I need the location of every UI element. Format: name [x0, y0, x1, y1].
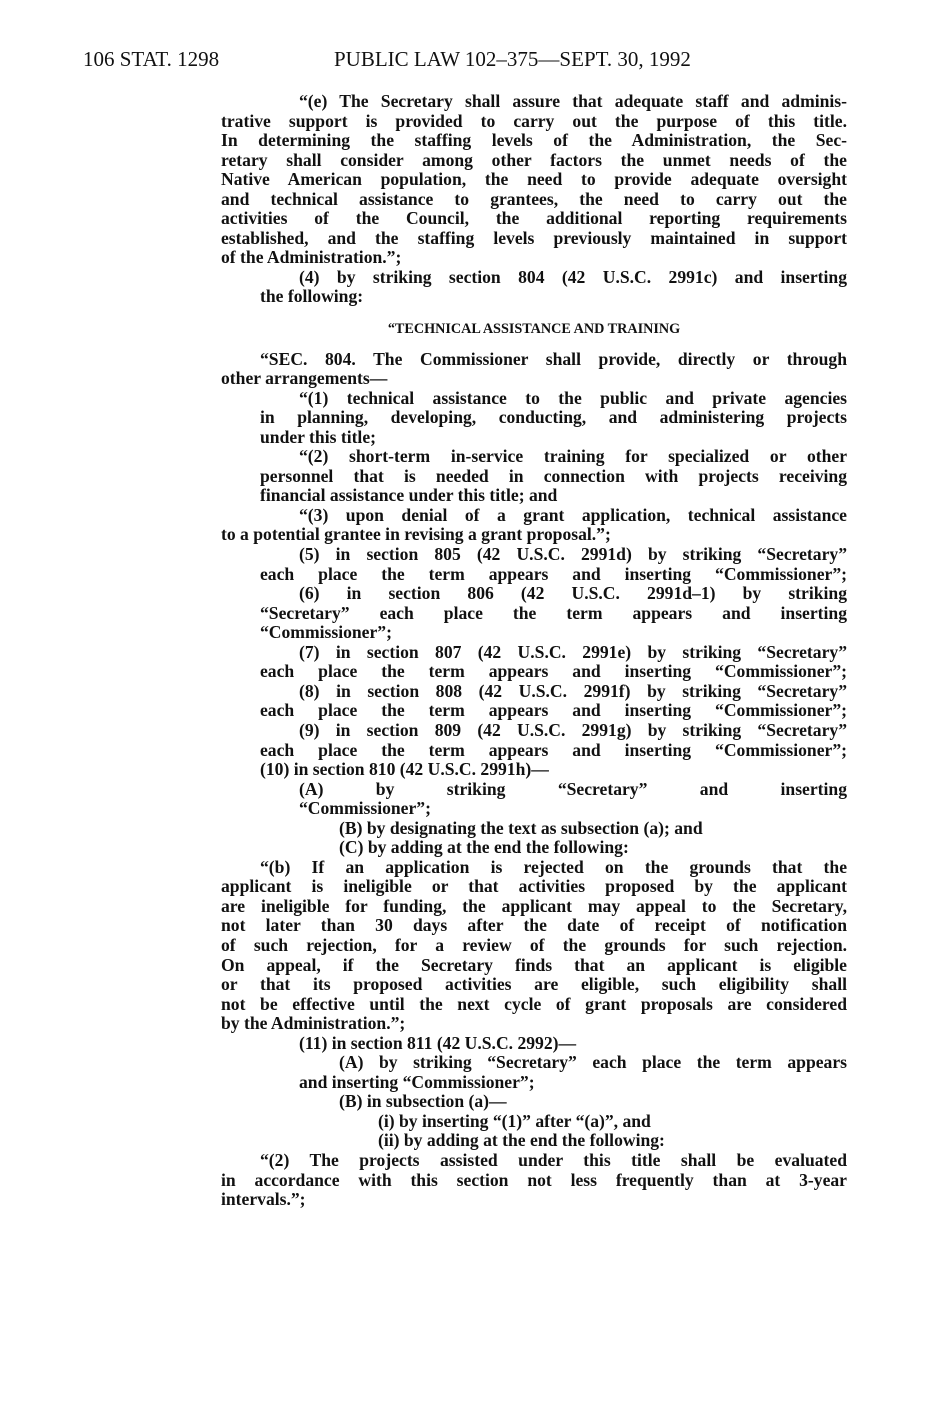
- amendment-4-line: (4) by striking section 804 (42 U.S.C. 2991c) and inserting: [299, 266, 847, 287]
- page-header: [83, 47, 845, 75]
- section-804-line: “SEC. 804. The Commissioner shall provide, directly or through: [260, 348, 847, 369]
- paragraph-2-line: in accordance with this section not less frequently than at 3-year: [221, 1169, 847, 1190]
- amendment-11-line: (B) in subsection (a)—: [339, 1091, 507, 1112]
- paragraph-2-line: intervals.”;: [221, 1189, 306, 1210]
- section-heading: “TECHNICAL ASSISTANCE AND TRAINING: [387, 321, 681, 338]
- amendment-5-line: each place the term appears and inserting “Commissioner”;: [260, 563, 847, 584]
- paragraph-e-line: “(e) The Secretary shall assure that adequate staff and adminis-: [299, 91, 847, 111]
- clause-2-line: financial assistance under this title; and: [260, 485, 558, 506]
- amendment-9-line: (9) in section 809 (42 U.S.C. 2991g) by striking “Secretary”: [299, 719, 847, 740]
- paragraph-e-line: In determining the staffing levels of the Administration, the Sec-: [221, 130, 847, 151]
- subsection-b-line: On appeal, if the Secretary finds that an applicant is eligible: [221, 954, 847, 975]
- amendment-7-line: (7) in section 807 (42 U.S.C. 2991e) by striking “Secretary”: [299, 641, 847, 662]
- subsection-b-line: “(b) If an application is rejected on the grounds that the: [260, 856, 847, 877]
- clause-1-line: in planning, developing, conducting, and administering projects: [260, 407, 847, 428]
- clause-2-line: “(2) short-term in-service training for specialized or other: [299, 446, 847, 467]
- amendment-10-line: (A) by striking “Secretary” and inserting: [299, 778, 847, 799]
- amendment-11-line: and inserting “Commissioner”;: [299, 1071, 535, 1092]
- amendment-8-line: (8) in section 808 (42 U.S.C. 2991f) by striking “Secretary”: [299, 680, 847, 701]
- clause-1-line: “(1) technical assistance to the public and private agencies: [299, 387, 847, 408]
- subsection-b-line: are ineligible for funding, the applicant may appeal to the Secretary,: [221, 895, 847, 916]
- amendment-11-line: (11) in section 811 (42 U.S.C. 2992)—: [299, 1032, 577, 1053]
- paragraph-e-line: established, and the staffing levels previously maintained in support: [221, 227, 847, 248]
- paragraph-e-line: and technical assistance to grantees, the need to carry out the: [221, 188, 847, 209]
- clause-3-line: “(3) upon denial of a grant application, technical assistance: [299, 504, 847, 525]
- amendment-4-line: the following:: [260, 286, 364, 307]
- paragraph-e-line: retary shall consider among other factors the unmet needs of the: [221, 149, 847, 170]
- paragraph-2-line: “(2) The projects assisted under this title shall be evaluated: [260, 1149, 847, 1170]
- amendment-9-line: each place the term appears and inserting “Commissioner”;: [260, 739, 847, 760]
- stat-page-number: 106 STAT. 1298: [83, 47, 220, 71]
- page-body: [221, 92, 847, 1210]
- clause-1-line: under this title;: [260, 426, 376, 447]
- paragraph-e-line: of the Administration.”;: [221, 247, 402, 268]
- subsection-b-line: not later than 30 days after the date of receipt of notification: [221, 915, 847, 936]
- amendment-6-line: (6) in section 806 (42 U.S.C. 2991d–1) by striking: [299, 583, 847, 604]
- clause-3-line: to a potential grantee in revising a grant proposal.”;: [221, 524, 611, 545]
- amendment-6-line: “Secretary” each place the term appears and inserting: [260, 602, 847, 623]
- amendment-11-line: (i) by inserting “(1)” after “(a)”, and: [378, 1110, 651, 1131]
- law-title: PUBLIC LAW 102–375—SEPT. 30, 1992: [334, 47, 691, 71]
- amendment-6-line: “Commissioner”;: [260, 622, 392, 643]
- amendment-8-line: each place the term appears and inserting “Commissioner”;: [260, 700, 847, 721]
- amendment-11-line: (ii) by adding at the end the following:: [378, 1130, 665, 1151]
- paragraph-e-line: Native American population, the need to provide adequate oversight: [221, 169, 847, 190]
- subsection-b-line: applicant is ineligible or that activities proposed by the applicant: [221, 876, 847, 897]
- paragraph-e-line: activities of the Council, the additional reporting requirements: [221, 208, 847, 229]
- paragraph-e-line: trative support is provided to carry out the purpose of this title.: [221, 110, 847, 131]
- subsection-b-line: or that its proposed activities are eligible, such eligibility shall: [221, 974, 847, 995]
- clause-2-line: personnel that is needed in connection with projects receiving: [260, 465, 847, 486]
- amendment-10-line: (B) by designating the text as subsection (a); and: [339, 817, 703, 838]
- section-804-line: other arrangements—: [221, 368, 388, 389]
- amendment-7-line: each place the term appears and inserting “Commissioner”;: [260, 661, 847, 682]
- subsection-b-line: not be effective until the next cycle of grant proposals are considered: [221, 993, 847, 1014]
- amendment-10-line: (C) by adding at the end the following:: [339, 837, 629, 858]
- amendment-10-line: “Commissioner”;: [299, 798, 431, 819]
- amendment-5-line: (5) in section 805 (42 U.S.C. 2991d) by striking “Secretary”: [299, 544, 847, 565]
- amendment-10-line: (10) in section 810 (42 U.S.C. 2991h)—: [260, 759, 549, 780]
- subsection-b-line: of such rejection, for a review of the grounds for such rejection.: [221, 934, 847, 955]
- subsection-b-line: by the Administration.”;: [221, 1013, 406, 1034]
- amendment-11-line: (A) by striking “Secretary” each place the term appears: [339, 1052, 847, 1073]
